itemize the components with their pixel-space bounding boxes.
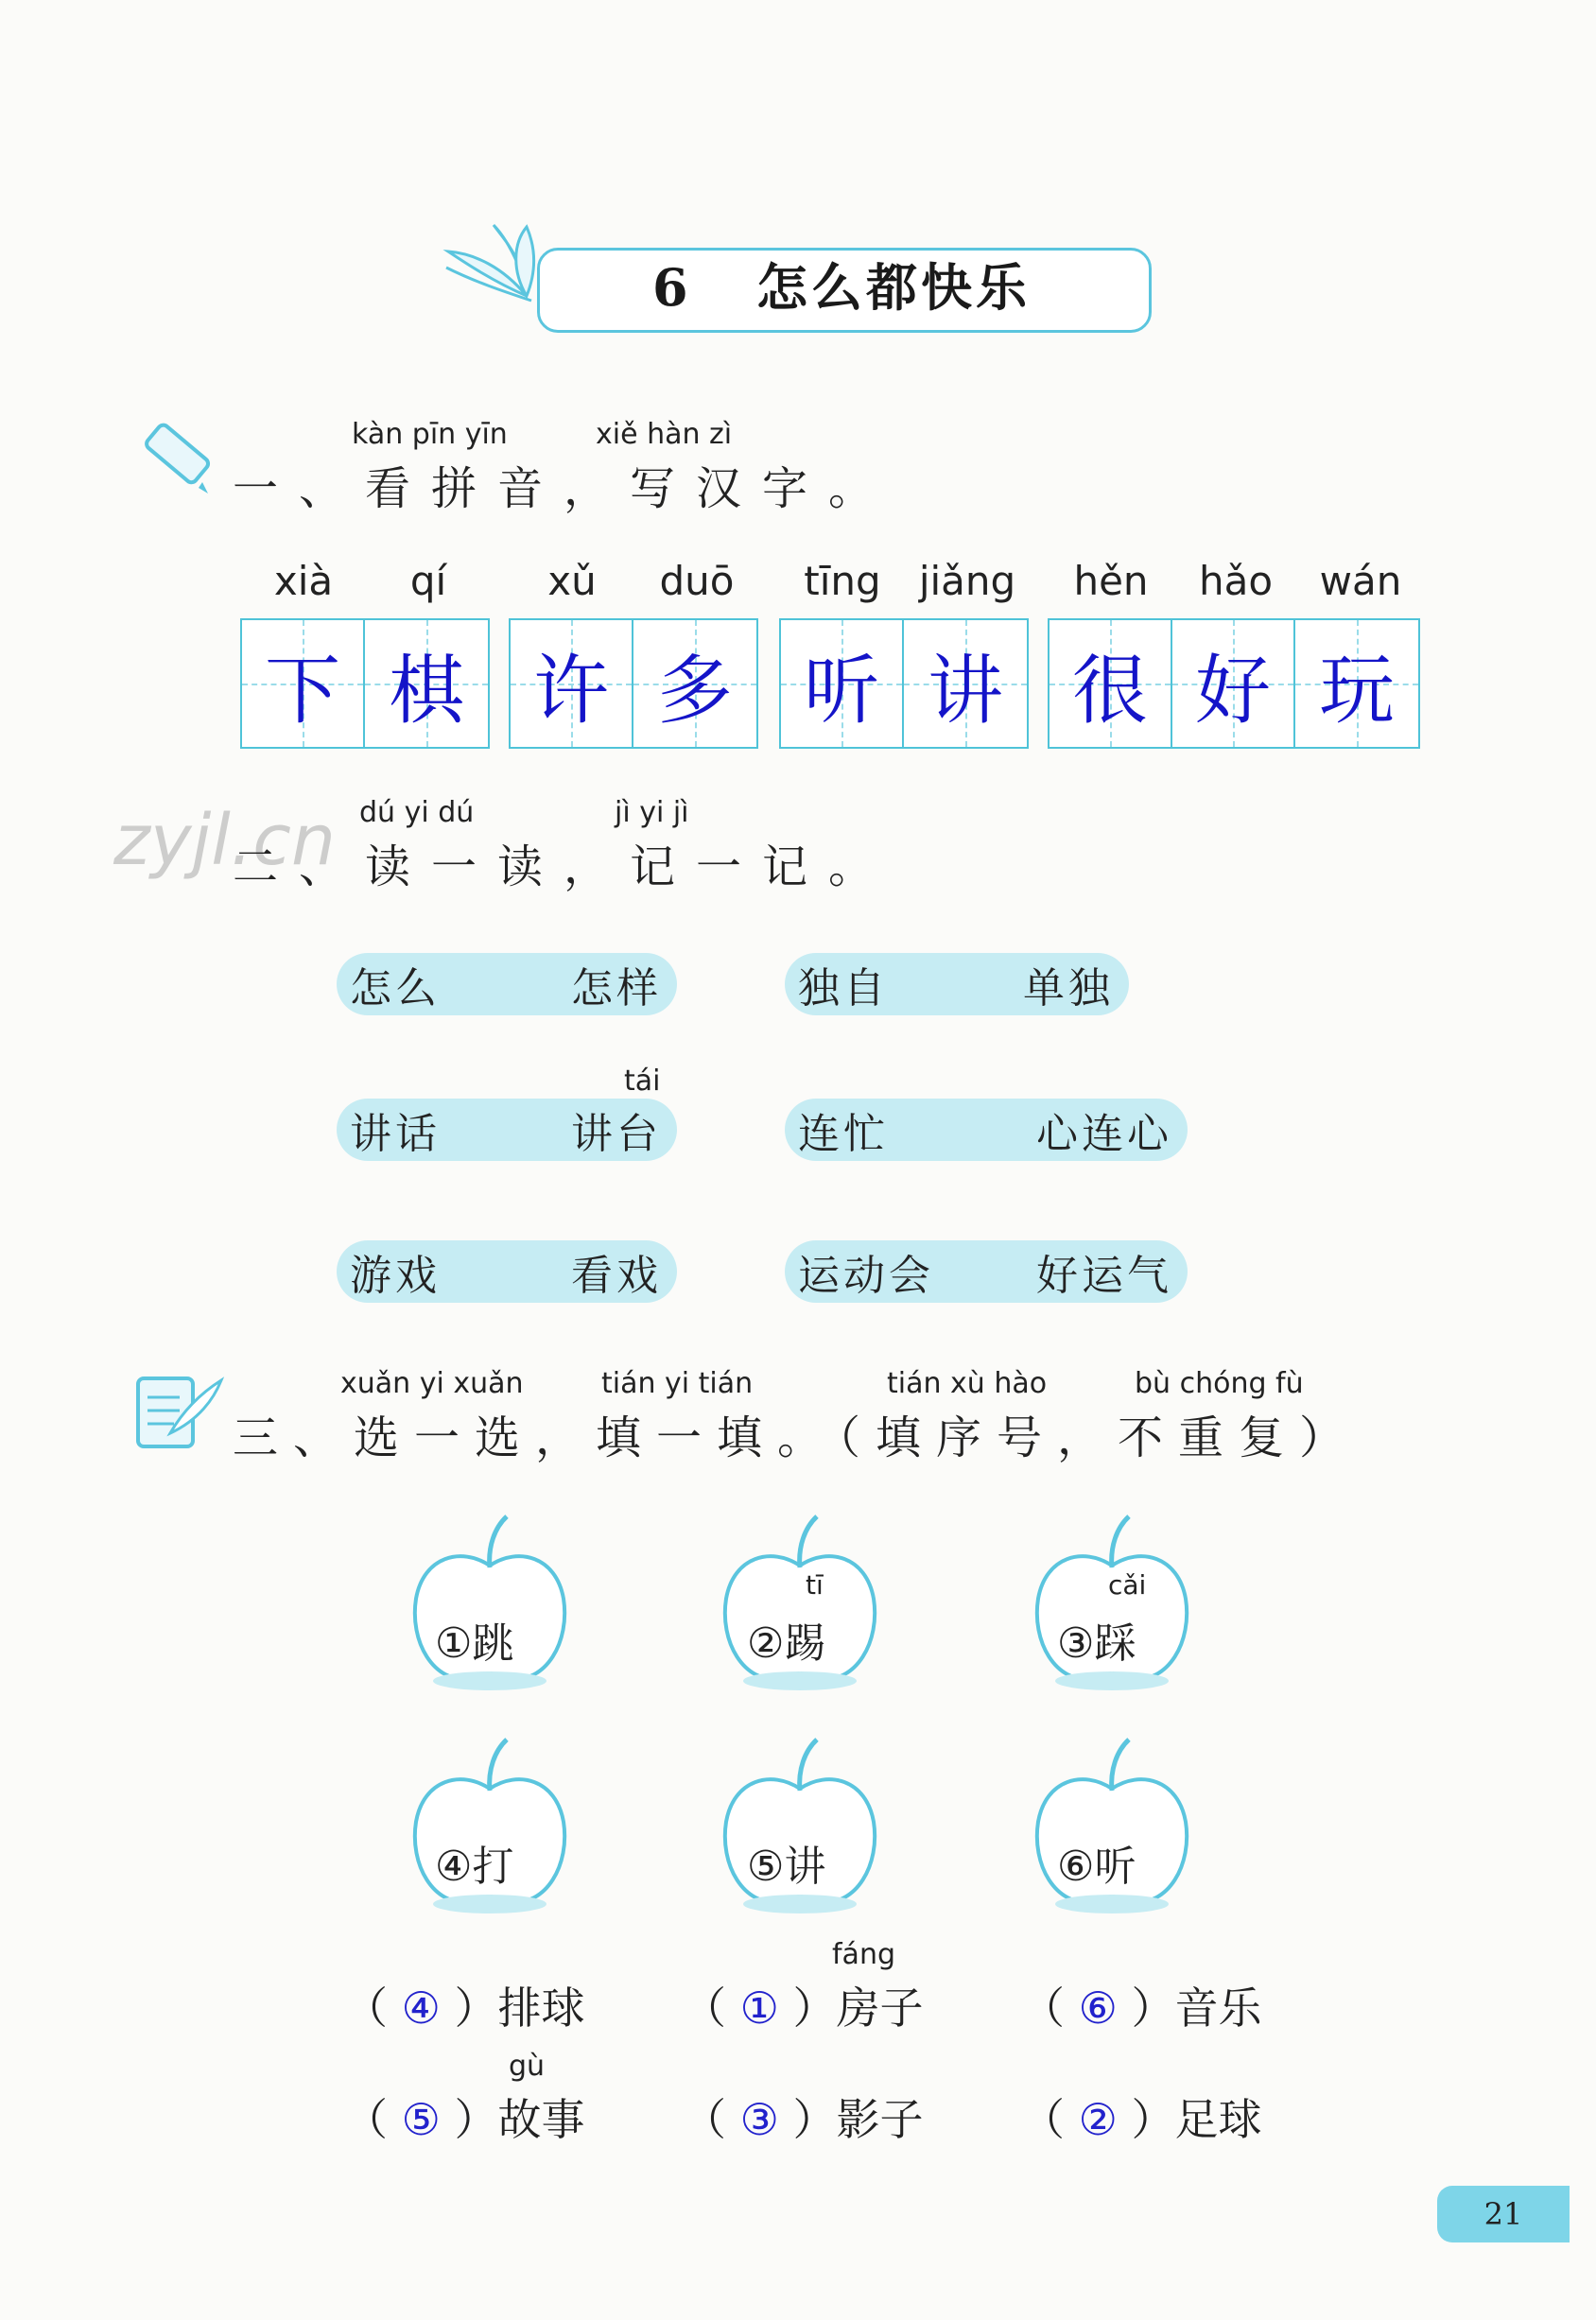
grid-pinyin: qí — [409, 558, 447, 604]
section3-pinyin: xuǎn yi xuǎn — [340, 1367, 524, 1400]
apple-icon — [715, 1732, 885, 1921]
grid-cell[interactable]: 很 — [1050, 620, 1172, 747]
section3-pinyin: tián yi tián — [601, 1367, 754, 1400]
grid-cell[interactable]: 玩 — [1295, 620, 1418, 747]
writing-grid — [509, 618, 758, 749]
word-pair: 独自 单独 — [785, 953, 1129, 1015]
apple-label: ②踢 — [747, 1619, 826, 1668]
word-pair: 连忙 心连心 — [785, 1099, 1188, 1161]
section2-pinyin-b: jì yi jì — [615, 796, 689, 829]
grid-pinyin: jiǎng — [918, 558, 1016, 604]
apple-label: ①跳 — [435, 1619, 514, 1668]
section3-pinyin: bù chóng fù — [1135, 1367, 1304, 1400]
watermark: zyjl.cn — [113, 800, 336, 881]
writing-grid — [240, 618, 490, 749]
answer-item[interactable]: （ ② ）足球 — [1021, 2094, 1262, 2145]
word-pair: 讲话 讲台 — [337, 1099, 677, 1161]
answer-item[interactable]: （ ⑥ ）音乐 — [1021, 1982, 1262, 2034]
section2-pinyin-a: dú yi dú — [359, 796, 475, 829]
grid-cell[interactable]: 讲 — [904, 620, 1027, 747]
word-pair: 运动会 好运气 — [785, 1240, 1188, 1303]
grid-pinyin: hěn — [1073, 558, 1149, 604]
answer-item[interactable]: （ ⑤ ）故事 — [344, 2094, 585, 2145]
pencil-icon — [132, 414, 217, 499]
grid-pinyin: tīng — [804, 558, 881, 604]
apple-icon — [405, 1732, 575, 1921]
notepad-quill-icon — [132, 1371, 227, 1456]
word-pair: 怎么 怎样 — [337, 953, 677, 1015]
apple-pinyin: tī — [806, 1569, 824, 1601]
page-title: 6 怎么都快乐 — [652, 257, 1031, 318]
grid-pinyin: hǎo — [1198, 558, 1274, 604]
grid-cell[interactable]: 多 — [633, 620, 756, 747]
grid-pinyin: xià — [273, 558, 334, 604]
grid-cell[interactable]: 好 — [1172, 620, 1295, 747]
answer-item[interactable]: （ ③ ）影子 — [683, 2094, 924, 2145]
apple-icon — [715, 1509, 885, 1698]
tai-pinyin: tái — [624, 1065, 661, 1098]
grid-cell[interactable]: 听 — [781, 620, 904, 747]
apple-label: ③踩 — [1057, 1619, 1136, 1668]
apple-icon — [1027, 1732, 1197, 1921]
answer-item[interactable]: （ ① ）房子 — [683, 1982, 924, 2034]
apple-icon — [405, 1509, 575, 1698]
section3-heading: 三、选一选，填一填。（填序号，不重复） — [233, 1411, 1361, 1464]
grid-cell[interactable]: 许 — [511, 620, 633, 747]
section1-pinyin-a: kàn pīn yīn — [352, 418, 508, 451]
grid-cell[interactable]: 棋 — [365, 620, 488, 747]
answer-pinyin: fáng — [832, 1938, 896, 1971]
apple-icon — [1027, 1509, 1197, 1698]
answer-item[interactable]: （ ④ ）排球 — [344, 1982, 585, 2034]
writing-grid — [1048, 618, 1420, 749]
apple-label: ⑤讲 — [747, 1843, 826, 1891]
grid-pinyin: wán — [1319, 558, 1402, 604]
apple-label: ④打 — [435, 1843, 514, 1891]
grid-pinyin: xǔ — [547, 558, 597, 604]
answer-pinyin: gù — [509, 2050, 546, 2083]
word-pair: 游戏 看戏 — [337, 1240, 677, 1303]
flower-icon — [437, 216, 550, 320]
grid-cell[interactable]: 下 — [242, 620, 365, 747]
section3-pinyin: tián xù hào — [887, 1367, 1048, 1400]
page-number: 21 — [1437, 2186, 1570, 2242]
section1-heading: 一、看拼音，写汉字。 — [233, 462, 895, 515]
apple-pinyin: cǎi — [1108, 1569, 1147, 1601]
writing-grid — [779, 618, 1029, 749]
apple-label: ⑥听 — [1057, 1843, 1136, 1891]
section2-heading: 二、读一读，记一记。 — [233, 840, 895, 893]
grid-pinyin: duō — [659, 558, 735, 604]
section1-pinyin-b: xiě hàn zì — [596, 418, 733, 451]
